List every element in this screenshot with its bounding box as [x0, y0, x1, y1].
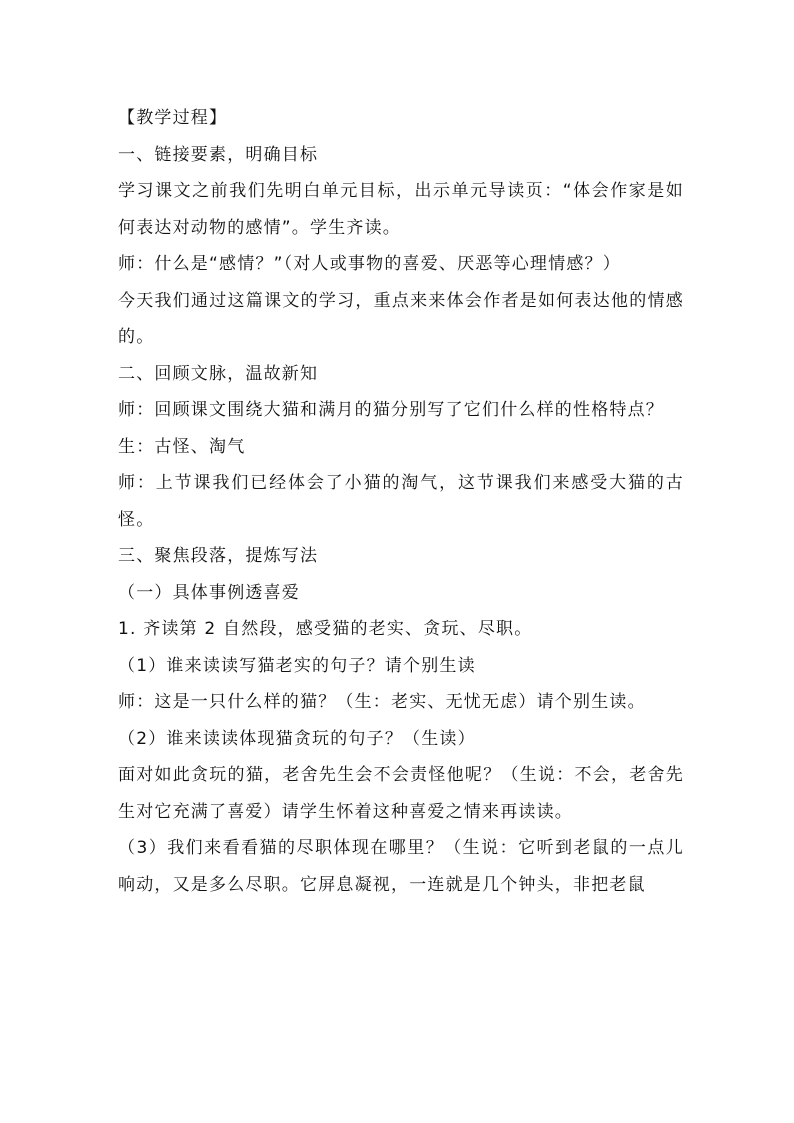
document-body [118, 100, 684, 903]
paragraph-what-is-emotion: 师：什么是“感情？”（对人或事物的喜爱、厌恶等心理情感？） [118, 254, 621, 274]
sub-heading-specific-examples: （一）具体事例透喜爱 [118, 582, 300, 603]
paragraph-what-kind-of-cat: 师：这是一只什么样的猫？（生：老实、无忧无虑）请个别生读。 [118, 692, 646, 712]
heading-focus-paragraphs: 三、聚焦段落，提炼写法 [118, 546, 319, 566]
paragraph-lesson-focus: 今天我们通过这篇课文的学习，重点来来体会作者是如何表达他的情感的。 [118, 290, 684, 347]
list-item-honest-sentence: （1）谁来读读写猫老实的句子？请个别生读 [118, 655, 476, 676]
list-item-playful-sentence: （2）谁来读读体现猫贪玩的句子？（生读） [118, 728, 476, 749]
heading-review-text: 二、回顾文脉，温故新知 [118, 363, 319, 384]
list-item-read-paragraph-2: 1. 齐读第 2 自然段，感受猫的老实、贪玩、尽职。 [118, 619, 533, 639]
heading-linking-elements: 一、链接要素，明确目标 [118, 144, 319, 165]
paragraph-last-lesson: 师：上节课我们已经体会了小猫的淘气，这节课我们来感受大猫的古怪。 [118, 473, 684, 530]
paragraph-unit-goal: 学习课文之前我们先明白单元目标，出示单元导读页：“体会作家是如何表达对动物的感情”。学生齐读。 [118, 181, 684, 238]
paragraph-author-affection: 面对如此贪玩的猫，老舍先生会不会责怪他呢？（生说：不会，老舍先生对它充满了喜爱）请学生怀着这种喜爱之情来再读读。 [118, 765, 684, 822]
paragraph-student-answer: 生：古怪、淘气 [118, 436, 246, 457]
list-item-dutiful-cat: （3）我们来看看猫的尽职体现在哪里？（生说：它听到老鼠的一点儿响动，又是多么尽职。它屏息凝视，一连就是几个钟头，非把老鼠 [118, 838, 684, 895]
paragraph-review-question: 师：回顾课文围绕大猫和满月的猫分别写了它们什么样的性格特点？ [118, 400, 664, 420]
section-title: 【教学过程】 [118, 108, 228, 128]
